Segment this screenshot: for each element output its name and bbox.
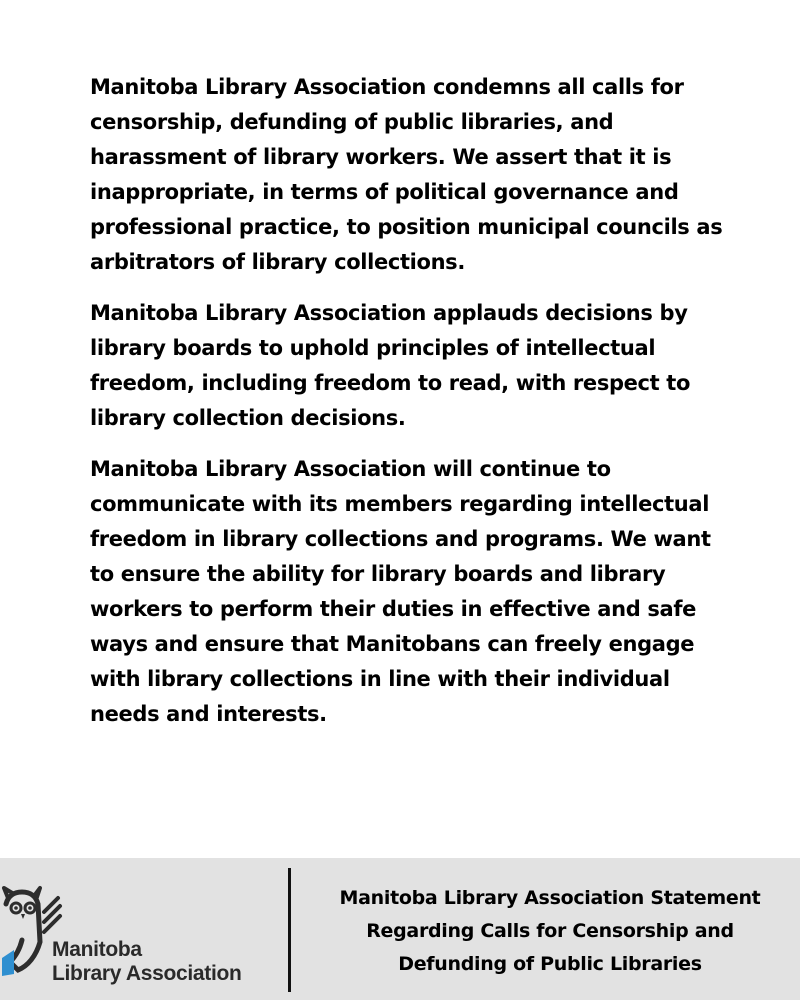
mla-logo: [0, 858, 285, 1000]
statement-paragraph-2: Manitoba Library Association applauds decisions by library boards to uphold principles of intellectual freedom, including freedom to read, with respect to library collection decisions.: [90, 301, 691, 430]
logo-wordmark: [52, 938, 242, 986]
logo-line-2: Library Association: [52, 962, 242, 985]
vertical-divider: [288, 868, 291, 992]
statement-title-line-1: Manitoba Library Association Statement: [339, 887, 761, 909]
statement-body: [90, 70, 740, 748]
statement-title: [300, 882, 800, 981]
statement-paragraph-3: Manitoba Library Association will continue to communicate with its members regarding intellectual freedom in library collections and programs. We want to ensure the ability for library boards and library workers to perform their duties in effective and safe ways and ensure that Manitobans can freely engage with library collections in line with their individual needs and interests.: [90, 457, 711, 726]
statement-title-line-2: Regarding Calls for Censorship and: [366, 920, 734, 942]
statement-title-line-3: Defunding of Public Libraries: [398, 953, 702, 975]
statement-paragraph-1: Manitoba Library Association condemns all calls for censorship, defunding of public libraries, and harassment of library workers. We assert that it is inappropriate, in terms of political governance and professional practice, to position municipal councils as arbitrators of library collections.: [90, 75, 723, 274]
logo-line-1: Manitoba: [52, 938, 142, 961]
footer-banner: [0, 858, 800, 1000]
